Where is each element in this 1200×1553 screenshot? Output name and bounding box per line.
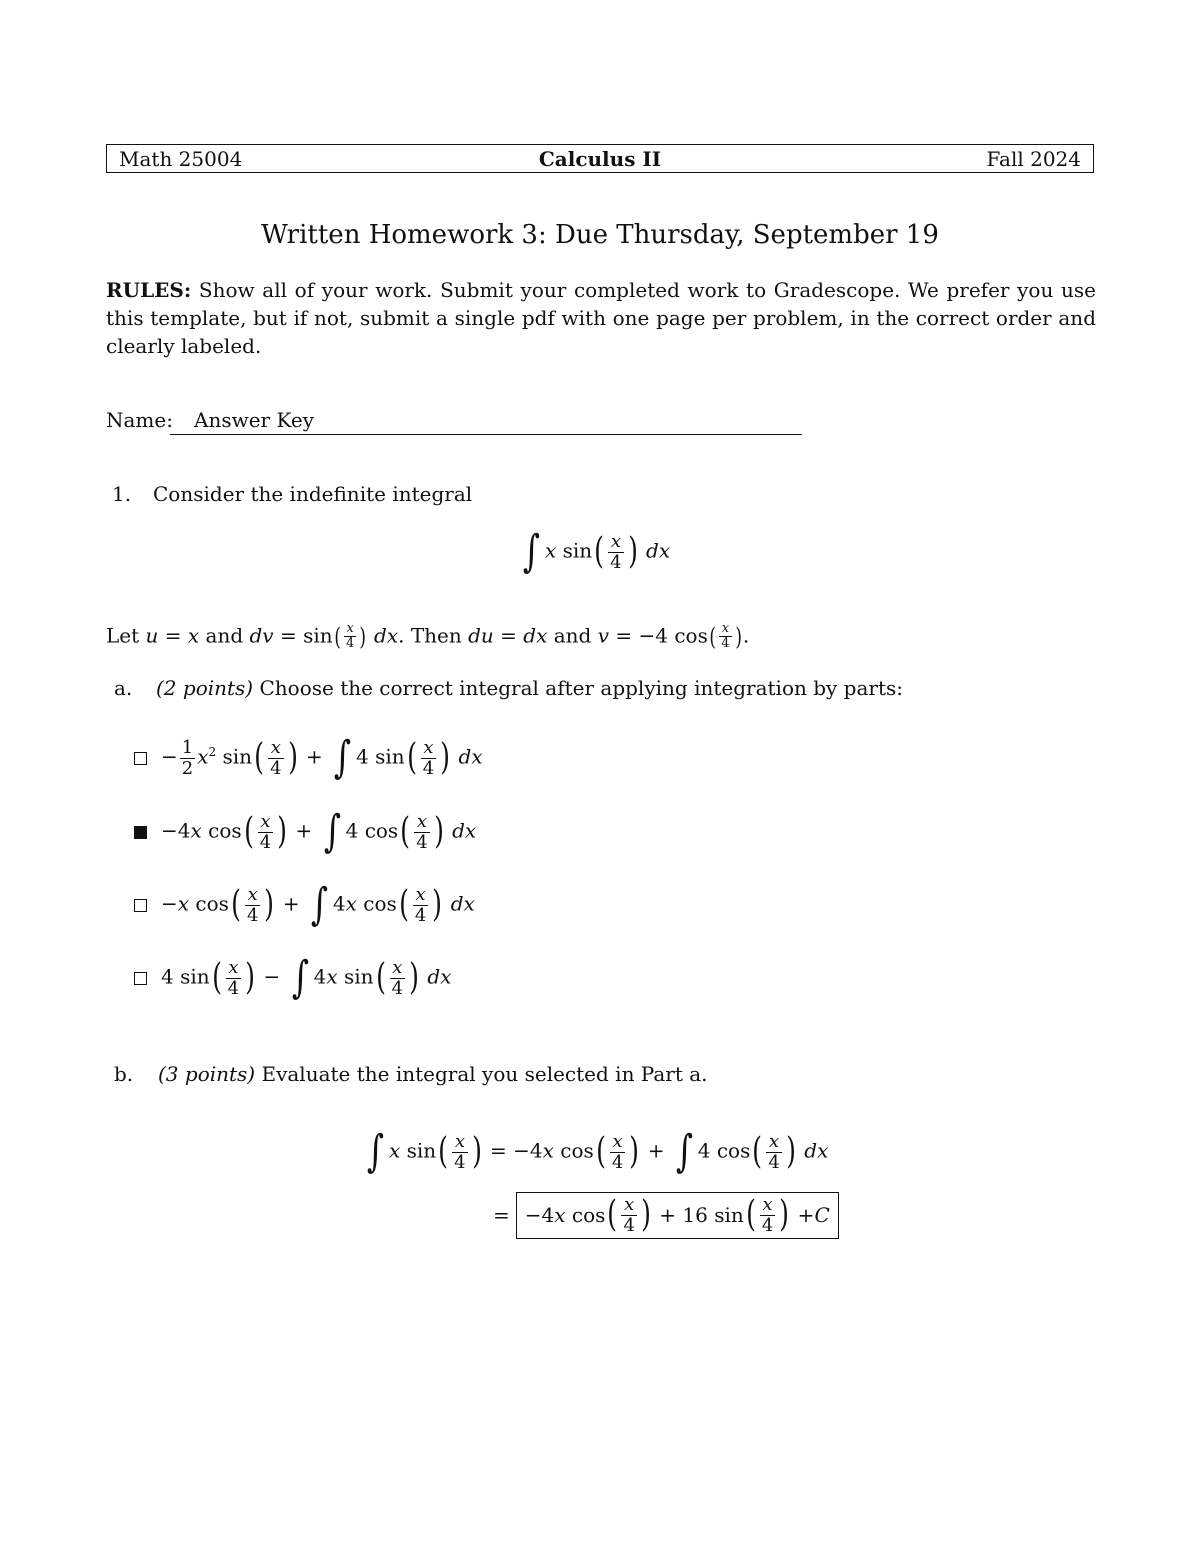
rules-paragraph <box>106 276 1096 360</box>
part-a-prompt <box>156 676 903 700</box>
course-header <box>106 144 1094 173</box>
part-b-label: b. <box>114 1062 134 1086</box>
part-b-points: (3 points) <box>158 1062 256 1086</box>
course-number: Math 25004 <box>119 147 243 171</box>
setup-let: Let <box>106 623 140 648</box>
option-4[interactable] <box>134 952 452 1003</box>
final-answer-box: −4 x cos ( $\frac{x}{4}$ ) + 16 sin ( $\frac{x}{4}$ ) + C <box>516 1192 839 1239</box>
option-1[interactable] <box>134 732 483 783</box>
setup-then: . Then <box>398 623 462 648</box>
rules-text: Show all of your work. Submit your completed work to Gradescope. We prefer you use this template, but if not, submit a single pdf with one page per problem, in the correct order and clearly labeled. <box>106 278 1096 358</box>
setup-and-1: and <box>205 623 244 648</box>
option-4-expression: 4 sin( $\frac{x}{4}$ ) − ∫ 4x sin( $\frac{x}{4}$ ) dx <box>161 952 452 1003</box>
substitution-setup: Let u = x and dv = sin( $\frac{x}{4}$ ) dx. Then du = dx and v = −4 cos( $\frac{x}{4}$ ). <box>106 621 750 652</box>
name-underline <box>170 434 802 435</box>
document-title: Written Homework 3: Due Thursday, September 19 <box>261 220 939 250</box>
rules-label: RULES: <box>106 278 192 302</box>
option-1-checkbox[interactable] <box>134 752 147 765</box>
option-4-checkbox[interactable] <box>134 972 147 985</box>
option-2-checkbox[interactable] <box>134 826 147 839</box>
name-value: Answer Key <box>194 408 314 432</box>
option-1-expression: − $\frac{1}{2}$ $x^2$ sin( $\frac{x}{4}$ ) + ∫ 4 sin( $\frac{x}{4}$ ) dx <box>161 732 483 783</box>
part-a-text: Choose the correct integral after applying integration by parts: <box>259 676 904 700</box>
name-label: Name: <box>106 408 173 432</box>
setup-and-2: and <box>553 623 592 648</box>
option-3[interactable] <box>134 879 475 930</box>
option-3-checkbox[interactable] <box>134 899 147 912</box>
course-title: Calculus II <box>538 147 662 171</box>
solution-line-1: ∫ x sin( $\frac{x}{4}$ ) = −4x cos( $\frac{x}{4}$ ) + ∫ 4 cos( $\frac{x}{4}$ ) dx <box>366 1126 829 1177</box>
part-b-prompt <box>158 1062 708 1086</box>
part-b-text: Evaluate the integral you selected in Part a. <box>261 1062 708 1086</box>
problem-intro: Consider the indefinite integral <box>153 482 473 506</box>
option-3-expression: −x cos( $\frac{x}{4}$ ) + ∫ 4x cos( $\frac{x}{4}$ ) dx <box>161 879 475 930</box>
problem-number: 1. <box>112 482 132 506</box>
solution-line-2: = −4 x cos ( $\frac{x}{4}$ ) + 16 sin ( $\frac{x}{4}$ ) + C <box>493 1192 839 1239</box>
part-a-label: a. <box>114 676 133 700</box>
main-integral: ∫ x sin( $\frac{x}{4}$ ) dx <box>522 526 671 577</box>
option-2-expression: −4x cos( $\frac{x}{4}$ ) + ∫ 4 cos( $\frac{x}{4}$ ) dx <box>161 806 477 857</box>
option-2[interactable] <box>134 806 477 857</box>
part-a-points: (2 points) <box>156 676 254 700</box>
course-term: Fall 2024 <box>986 147 1081 171</box>
